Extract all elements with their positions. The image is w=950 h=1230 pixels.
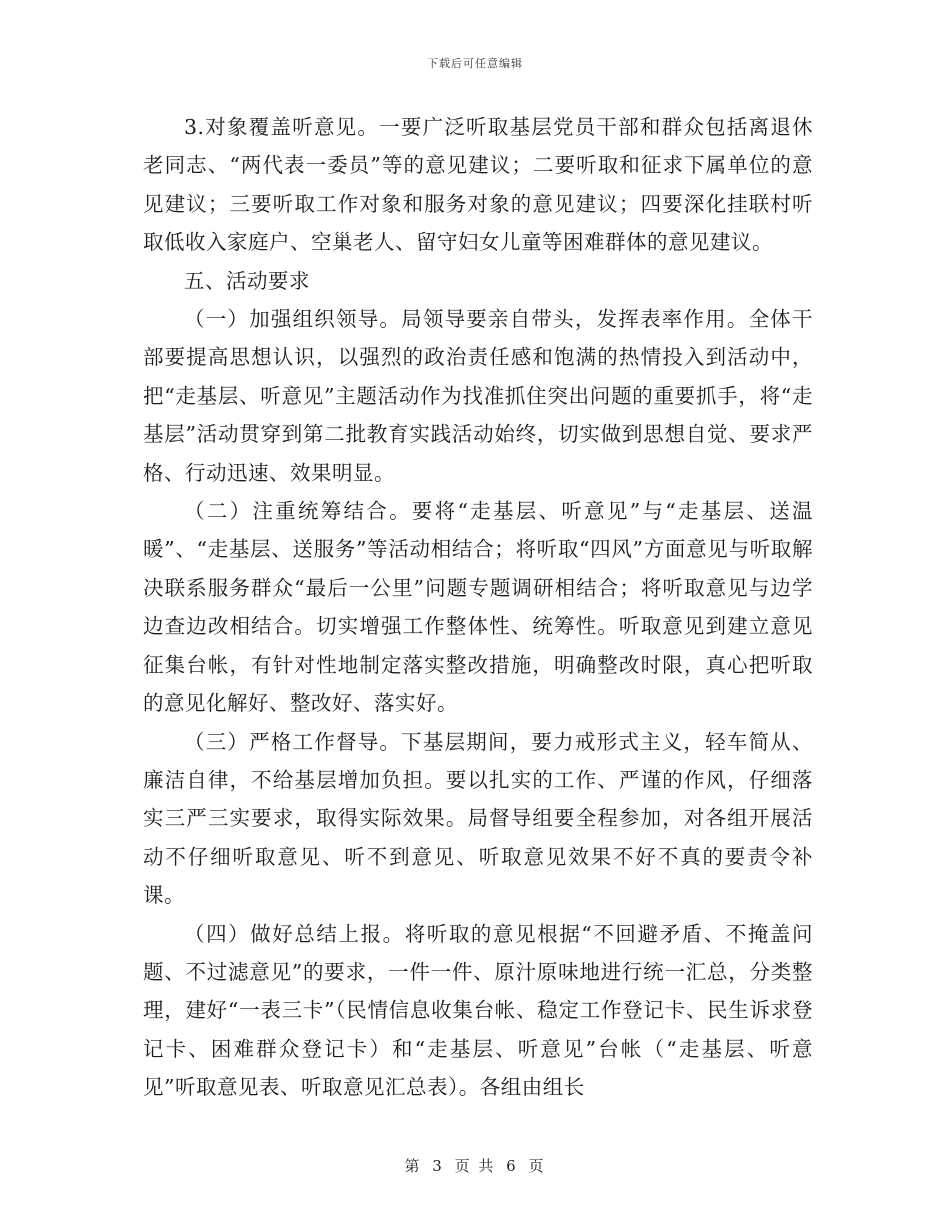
total-pages: 6 xyxy=(506,1157,518,1175)
header-note: 下载后可任意编辑 xyxy=(427,57,523,70)
document-body xyxy=(143,108,813,1107)
paragraph-requirement-1: （一）加强组织领导。局领导要亲自带头，发挥表率作用。全体干部要提高思想认识，以强烈的政治责任感和饱满的热情投入到活动中，把“走基层、听意见”主题活动作为找准抓住突出问题的重要抓手，将“走基层”活动贯穿到第二批教育实践活动始终，切实做到思想自觉、要求严格、行动迅速、效果明显。 xyxy=(143,307,813,485)
page-middle: 页 共 xyxy=(454,1157,496,1175)
paragraph-requirement-3: （三）严格工作督导。下基层期间，要力戒形式主义，轻车简从、廉洁自律，不给基层增加负担。要以扎实的工作、严谨的作风，仔细落实三严三实要求，取得实际效果。局督导组要全程参加，对各组开展活动不仔细听取意见、听不到意见、听取意见效果不好不真的要责令补课。 xyxy=(143,729,813,908)
section-heading: 五、活动要求 xyxy=(184,268,310,293)
page-number xyxy=(0,1155,950,1176)
paragraph-requirement-4: （四）做好总结上报。将听取的意见根据“不回避矛盾、不掩盖问题、不过滤意见”的要求，一件一件、原汁原味地进行统一汇总，分类整理，建好“一表三卡”（民情信息收集台帐、稳定工作登记卡、民生诉求登记卡、困难群众登记卡）和“走基层、听意见”台帐（“走基层、听意见”听取意见表、听取意见汇总表）。各组由组长 xyxy=(143,921,813,1100)
paragraph-item-3: 3.对象覆盖听意见。一要广泛听取基层党员干部和群众包括离退休老同志、“两代表一委员”等的意见建议；二要听取和征求下属单位的意见建议；三要听取工作对象和服务对象的意见建议；四要深化挂联村听取低收入家庭户、空巢老人、留守妇女儿童等困难群体的意见建议。 xyxy=(143,115,813,255)
paragraph-requirement-2: （二）注重统筹结合。要将“走基层、听意见”与“走基层、送温暖”、“走基层、送服务”等活动相结合；将听取“四风”方面意见与听取解决联系服务群众“最后一公里”问题专题调研相结合；将听取意见与边学边查边改相结合。切实增强工作整体性、统筹性。听取意见到建立意见征集台帐，有针对性地制定落实整改措施，明确整改时限，真心把听取的意见化解好、整改好、落实好。 xyxy=(143,499,813,716)
page-suffix: 页 xyxy=(528,1157,546,1175)
current-page: 3 xyxy=(432,1157,444,1175)
page-prefix: 第 xyxy=(404,1157,422,1175)
